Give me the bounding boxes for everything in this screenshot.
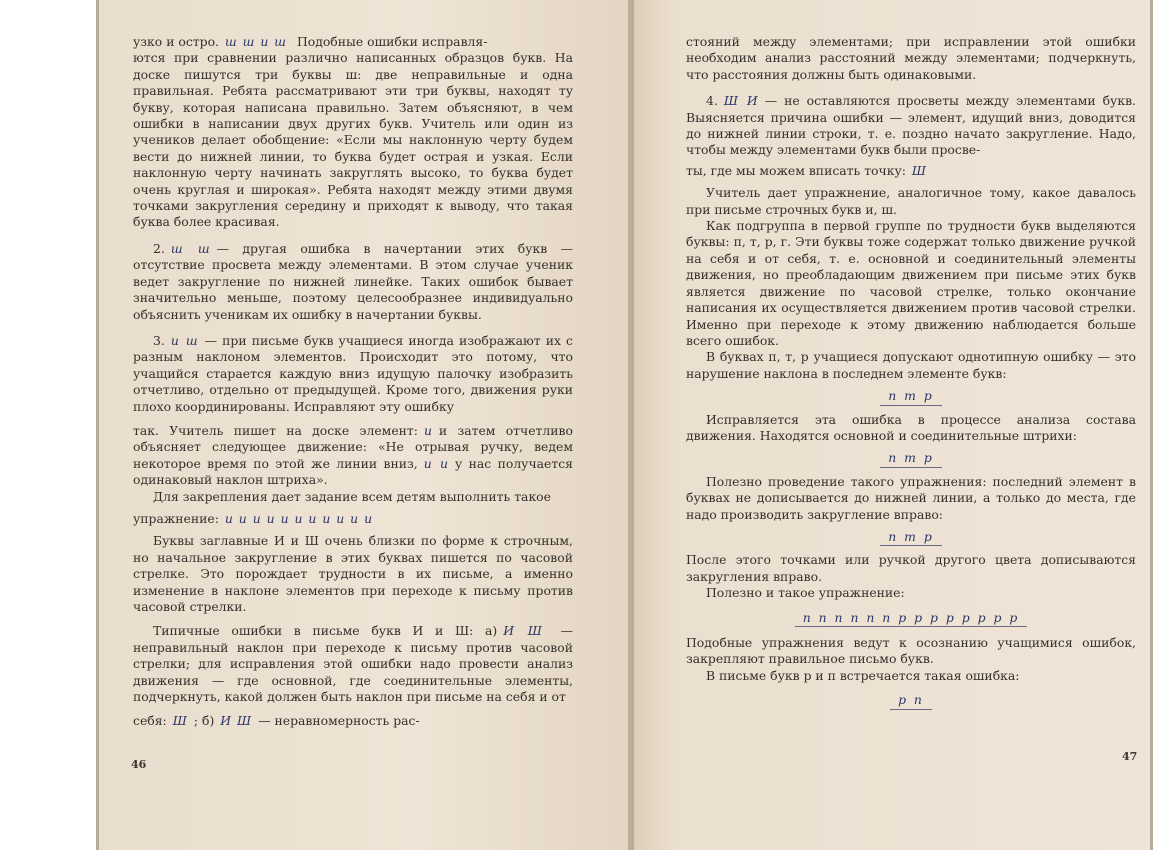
text-line: — неравномерность рас- [258, 713, 420, 729]
handwriting-sample: И Ш [503, 623, 543, 639]
paragraph [133, 34, 573, 50]
paragraph [686, 412, 1136, 445]
text-line: — не оставляются просветы между элементами букв. Выясняется причина ошибки — элемент, идущий вниз, доводится до нижней линии строки, т. е. поздно начато закругление. Надо, чтобы между элементами букв были просве- [686, 93, 1136, 158]
paragraph [133, 50, 573, 230]
text-line: Полезно и такое упражнение: [706, 585, 905, 601]
paragraph [686, 474, 1136, 523]
right-page-text [686, 34, 1136, 718]
paragraph [133, 333, 573, 415]
handwriting-sample: и ш [170, 332, 199, 348]
sample-row [686, 692, 1136, 709]
text-line: неправильный наклон при переходе к письму против часовой стрелки; для исправления этой ошибки надо провести анализ движения — где основной, где соединительные элементы, подчеркнуть, какой должен быть наклон при письме на себя и от [133, 639, 573, 705]
text-line: — другая ошибка в начертании этих букв — отсутствие просвета между элементами. В этом случае ученик ведет закругление по нижней линейке. Таких ошибок бывает значительно меньше, поэтому целесообразнее индивидуально объяснить ученикам их ошибку в начертании буквы. [133, 240, 573, 322]
handwriting-sample: и [423, 422, 433, 438]
paragraph [686, 668, 1136, 684]
book-gutter [628, 0, 634, 850]
paragraph [133, 533, 573, 615]
text-line: у нас получается одинаковый наклон штриха». [133, 455, 573, 488]
handwriting-sample: и и и и и и и и и и и [224, 510, 374, 526]
text-line: Для закрепления дает задание всем детям выполнить такое [153, 488, 551, 504]
text-line: Подобные упражнения ведут к осознанию учащимися ошибок, закрепляют правильное письмо букв. [686, 635, 1136, 667]
handwriting-sample: Ш И [723, 93, 759, 109]
paragraph [686, 163, 1136, 179]
handwriting-sample: п т р [880, 450, 942, 467]
handwriting-sample: п т р [880, 529, 942, 546]
handwriting-sample: И Ш [220, 713, 253, 729]
paragraph [686, 185, 1136, 218]
text-line: узко и остро. [133, 34, 219, 49]
text-line: Как подгруппа в первой группе по трудности букв выделяются буквы: п, т, р, г. Эти буквы тоже содержат только движение ручкой на себя и от себя, т. е. основной и соединительный элементы движения, но преобладающим движением при письме этих букв является движение по часовой стрелке, только окончание написания их осуществляется движением против часовой стрелки. Именно при переходе к этому движению наблюдается больше всего ошибок. [686, 218, 1136, 348]
text-line: В письме букв р и п встречается такая ошибка: [706, 667, 1020, 683]
paragraph [686, 635, 1136, 668]
paragraph [686, 552, 1136, 585]
handwriting-sample: Ш [172, 713, 188, 729]
text-line: стояний между элементами; при исправлении этой ошибки необходим анализ расстояний между элементами; подчеркнуть, что расстояния должны быть одинаковыми. [686, 34, 1136, 82]
handwriting-sample: р п [890, 692, 932, 709]
text-line: ются при сравнении различно написанных образцов букв. На доске пишутся три буквы ш: две неправильные и одна правильная. Ребята рассматривают эти три буквы, находят ту букву, которая написана правильно. Затем объясняют, в чем ошибки в написании двух других букв. Учитель или один из учеников делает обобщение: «Если мы наклонную черту будем вести до нижней линии, то буква будет острая и узкая. Если наклонную черту начинать закруглять высоко, то буква будет очень круглая и широкая». Ребята находят между этими двумя точками закругления середину и приходят к выводу, что такая буква более красивая. [133, 50, 573, 230]
page-edge-left [96, 0, 99, 850]
text-line: Подобные ошибки исправля- [296, 34, 488, 49]
sample-row [686, 610, 1136, 627]
text-line: После этого точками или ручкой другого цвета дописываются закругления вправо. [686, 552, 1136, 584]
text-line: ; б) [193, 713, 215, 729]
list-number: 3. [153, 332, 165, 348]
text-line: Учитель дает упражнение, аналогичное тому, какое давалось при письме строчных букв и, ш. [686, 185, 1136, 217]
sample-row [686, 388, 1136, 405]
paragraph [686, 218, 1136, 349]
text-line: Типичные ошибки в письме букв И и Ш: а) [153, 623, 498, 639]
paragraph [686, 349, 1136, 382]
text-line: ты, где мы можем вписать точку: [686, 162, 906, 178]
paragraph: Типичные ошибки в письме букв И и Ш: а) И Ш — неправильный наклон при переходе к письму против часовой стрелки; для исправления этой ошибки надо провести анализ движения — где основной, где соединительные элементы, подчеркнуть, какой должен быть наклон при письме на себя и от [133, 623, 573, 705]
text-line: В буквах п, т, р учащиеся допускают однотипную ошибку — это нарушение наклона в последнем элементе букв: [686, 349, 1136, 381]
handwriting-sample: Ш [911, 162, 928, 178]
sample-row [686, 450, 1136, 467]
handwriting-sample: п п п п п п р р р р р р р р [795, 610, 1028, 627]
paragraph [133, 489, 573, 505]
handwriting-sample: ш ш [170, 240, 211, 256]
list-number: 4. [706, 93, 718, 109]
paragraph [686, 34, 1136, 83]
text-line: Исправляется эта ошибка в процессе анализа состава движения. Находятся основной и соединительные штрихи: [686, 411, 1136, 443]
handwriting-sample: и и [423, 455, 450, 471]
paragraph [133, 511, 573, 527]
sample-row [686, 529, 1136, 546]
page-number: 47 [1122, 750, 1138, 763]
paragraph [133, 713, 573, 729]
handwriting-sample: п т р [880, 388, 942, 405]
text-line: Буквы заглавные И и Ш очень близки по форме к строчным, но начальное закругление в этих буквах пишется по часовой стрелке. Это порождает трудности в их письме, а именно изменение в наклоне элементов при переходе к письму против часовой стрелки. [133, 533, 573, 614]
text-line: Полезно проведение такого упражнения: последний элемент в буквах не дописывается до нижней линии, а только до места, где надо производить закругление вправо: [686, 473, 1136, 522]
paragraph [686, 585, 1136, 601]
text-line: себя: [133, 713, 167, 729]
text-line: — при письме букв учащиеся иногда изображают их с разным наклоном элементов. Происходит это потому, что учащийся старается каждую вниз идущую палочку изобразить отчетливо, отдельно от предыдущей. Кроме того, движения руки плохо координированы. Исправляют эту ошибку [133, 332, 574, 414]
paragraph [686, 93, 1136, 159]
text-line: упражнение: [133, 510, 219, 526]
list-number: 2. [153, 240, 165, 256]
handwriting-sample: ш ш и ш [224, 34, 287, 49]
paragraph [133, 423, 573, 489]
page-number: 46 [131, 758, 147, 771]
text-line: и затем отчетливо объясняет следующее движение: «Не отрывая ручку, ведем некоторое время по этой же линии вниз, [133, 422, 573, 471]
left-page-text [133, 34, 573, 730]
paragraph [133, 241, 573, 323]
page-edge-right [1150, 0, 1153, 850]
text-line: так. Учитель пишет на доске элемент: [133, 422, 418, 438]
